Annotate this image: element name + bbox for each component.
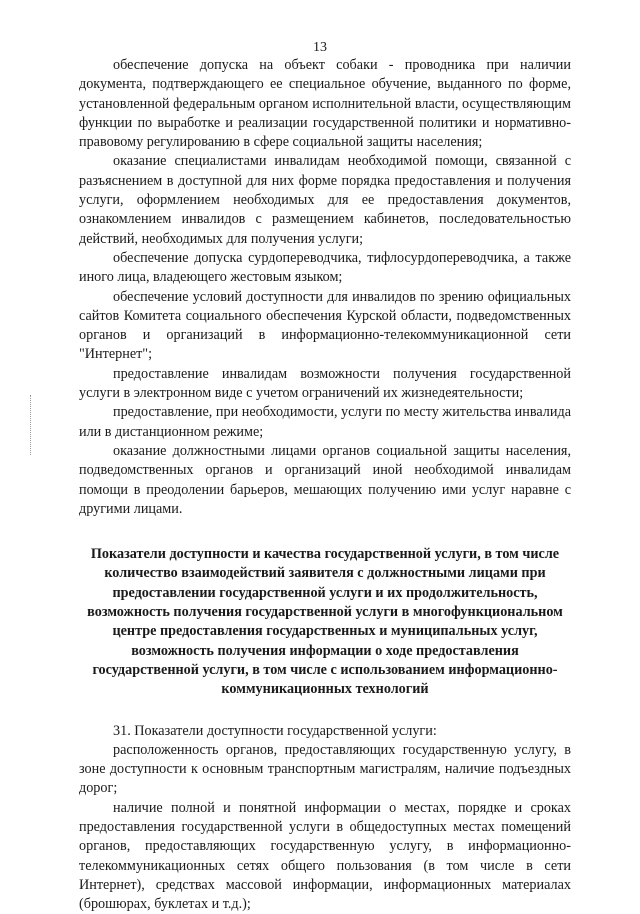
document-body [79, 56, 571, 914]
paragraph-location: расположенность органов, предоставляющих государственную услугу, в зоне доступности к основным транспортным магистралям, наличие подъездных дорог; [79, 741, 571, 797]
paragraph-remote-service: предоставление, при необходимости, услуги по месту жительства инвалида или в дистанционном режиме; [79, 404, 571, 440]
paragraph-sign-interpreter: обеспечение допуска сурдопереводчика, тифлосурдопереводчика, а также иного лица, владеющего жестовым языком; [79, 249, 571, 286]
margin-dotted-mark [30, 395, 32, 455]
paragraph-specialist-help: оказание специалистами инвалидам необходимой помощи, связанной с разъяснением в доступной для них форме порядка предоставления и получения услуги, оформлением необходимых для ее предоставления документов, ознакомлением инвалидов с размещением кабинетов, последовательностью действий, необходимых для получения услуги; [79, 153, 571, 247]
paragraph-electronic-service: предоставление инвалидам возможности получения государственной услуги в электронном виде с учетом ограничений их жизнедеятельности; [79, 365, 571, 402]
item-31-title: 31. Показатели доступности государственной услуги: [113, 722, 437, 739]
paragraph-barrier-help: оказание должностными лицами органов социальной защиты населения, подведомственных органов и организаций иной необходимой инвалидам помощи в преодолении барьеров, мешающих получению ими услуг наравне с другими лицами. [79, 442, 571, 517]
section-heading: Показатели доступности и качества государственной услуги, в том числе количество взаимодействий заявителя с должностными лицами при предоставлении государственной услуги и их продолжительность, возможность получения государственной услуги в многофункциональном центре предоставления государственных и муниципальных услуг, возможность получения информации о ходе предоставления государственной услуги, в том числе с использованием информационно-коммуникационных технологий [87, 546, 563, 698]
page-number: 13 [313, 40, 327, 55]
paragraph-website-accessibility: обеспечение условий доступности для инвалидов по зрению официальных сайтов Комитета социального обеспечения Курской области, подведомственных органов и организаций в информационно-телекоммуникационной сети "Интернет"; [79, 288, 571, 363]
paragraph-guide-dog: обеспечение допуска на объект собаки - проводника при наличии документа, подтверждающего ее специальное обучение, выданного по форме, установленной федеральным органом исполнительной власти, осуществляющим функции по выработке и реализации государственной политики и нормативно-правовому регулированию в сфере социальной защиты населения; [79, 57, 571, 151]
paragraph-information-availability: наличие полной и понятной информации о местах, порядке и сроках предоставления государственной услуги в общедоступных местах помещений органов, предоставляющих государственную услугу, в информационно-телекоммуникационных сетях общего пользования (в том числе в сети Интернет), средствах массовой информации, информационных материалах (брошюрах, буклетах и т.д.); [79, 799, 571, 913]
